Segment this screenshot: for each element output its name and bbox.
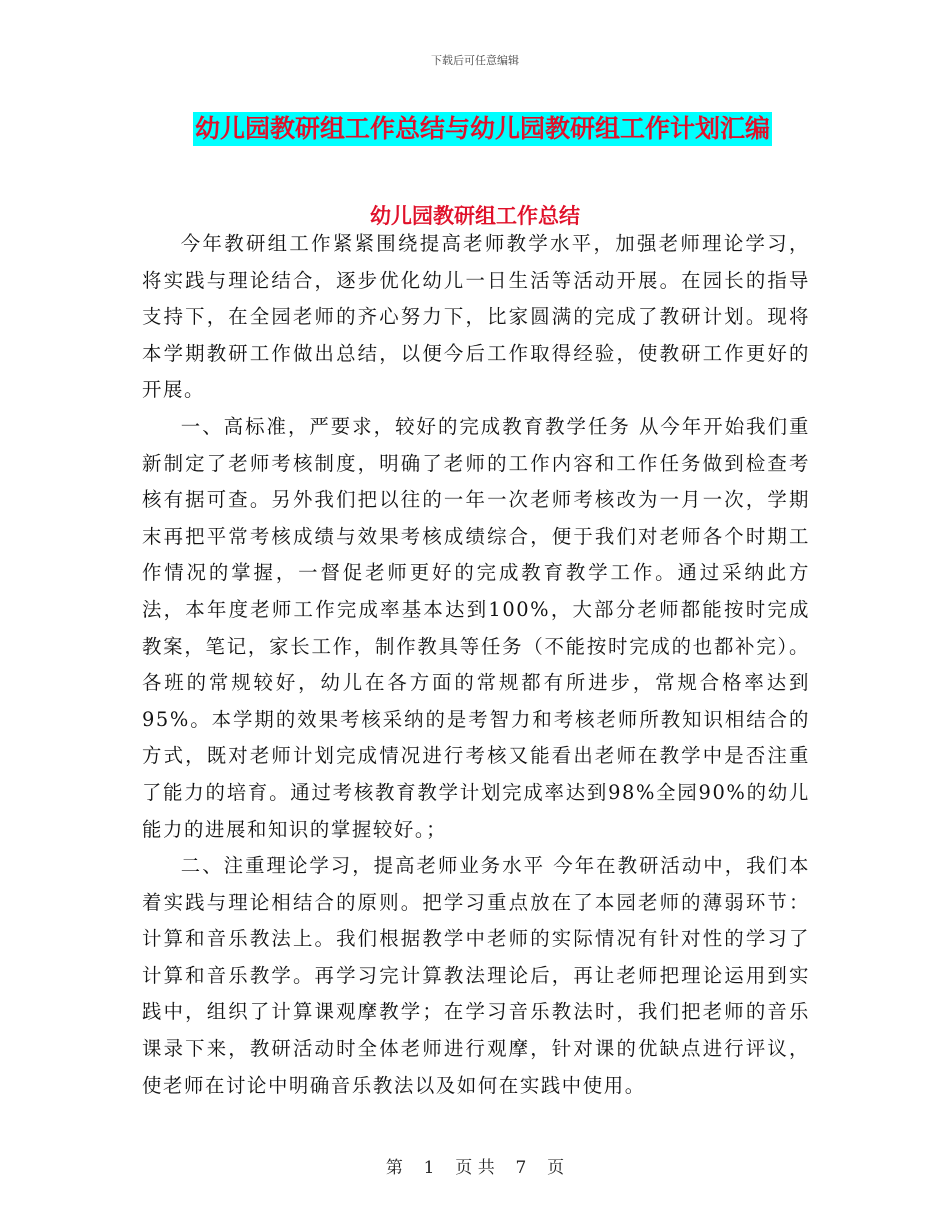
section-title: 幼儿园教研组工作总结 <box>370 204 580 228</box>
footer-prefix: 第 <box>385 1158 403 1178</box>
main-title: 幼儿园教研组工作总结与幼儿园教研组工作计划汇编 <box>193 112 772 146</box>
page-footer <box>0 1153 950 1178</box>
main-title-container <box>193 112 772 146</box>
footer-suffix: 页 <box>547 1158 565 1178</box>
footer-middle: 页 共 <box>455 1158 495 1178</box>
footer-total-pages: 7 <box>515 1158 527 1178</box>
paragraph-section-2: 二、注重理论学习，提高老师业务水平 今年在教研活动中，我们本着实践与理论相结合的原则。把学习重点放在了本园老师的薄弱环节：计算和音乐教法上。我们根据教学中老师的实际情况有针对性的学习了计算和音乐教学。再学习完计算教法理论后，再让老师把理论运用到实践中，组织了计算课观摩教学；在学习音乐教法时，我们把老师的音乐课录下来，教研活动时全体老师进行观摩，针对课的优缺点进行评议，使老师在讨论中明确音乐教法以及如何在实践中使用。 <box>142 854 810 1097</box>
footer-current-page: 1 <box>423 1158 435 1178</box>
document-body <box>142 226 810 1104</box>
paragraph-section-1: 一、高标准，严要求，较好的完成教育教学任务 从今年开始我们重新制定了老师考核制度，明确了老师的工作内容和工作任务做到检查考核有据可查。另外我们把以往的一年一次老师考核改为一月一次，学期末再把平常考核成绩与效果考核成绩综合，便于我们对老师各个时期工作情况的掌握，一督促老师更好的完成教育教学工作。通过采纳此方法，本年度老师工作完成率基本达到100%，大部分老师都能按时完成教案，笔记，家长工作，制作教具等任务（不能按时完成的也都补完）。各班的常规较好，幼儿在各方面的常规都有所进步，常规合格率达到95%。本学期的效果考核采纳的是考智力和考核老师所教知识相结合的方式，既对老师计划完成情况进行考核又能看出老师在教学中是否注重了能力的培育。通过考核教育教学计划完成率达到98%全园90%的幼儿能力的进展和知识的掌握较好。； <box>142 414 810 841</box>
paragraph-intro: 今年教研组工作紧紧围绕提高老师教学水平，加强老师理论学习，将实践与理论结合，逐步优化幼儿一日生活等活动开展。在园长的指导支持下，在全园老师的齐心努力下，比家圆满的完成了教研计划。现将本学期教研工作做出总结，以便今后工作取得经验，使教研工作更好的开展。 <box>142 232 810 402</box>
header-note: 下载后可任意编辑 <box>431 54 519 67</box>
